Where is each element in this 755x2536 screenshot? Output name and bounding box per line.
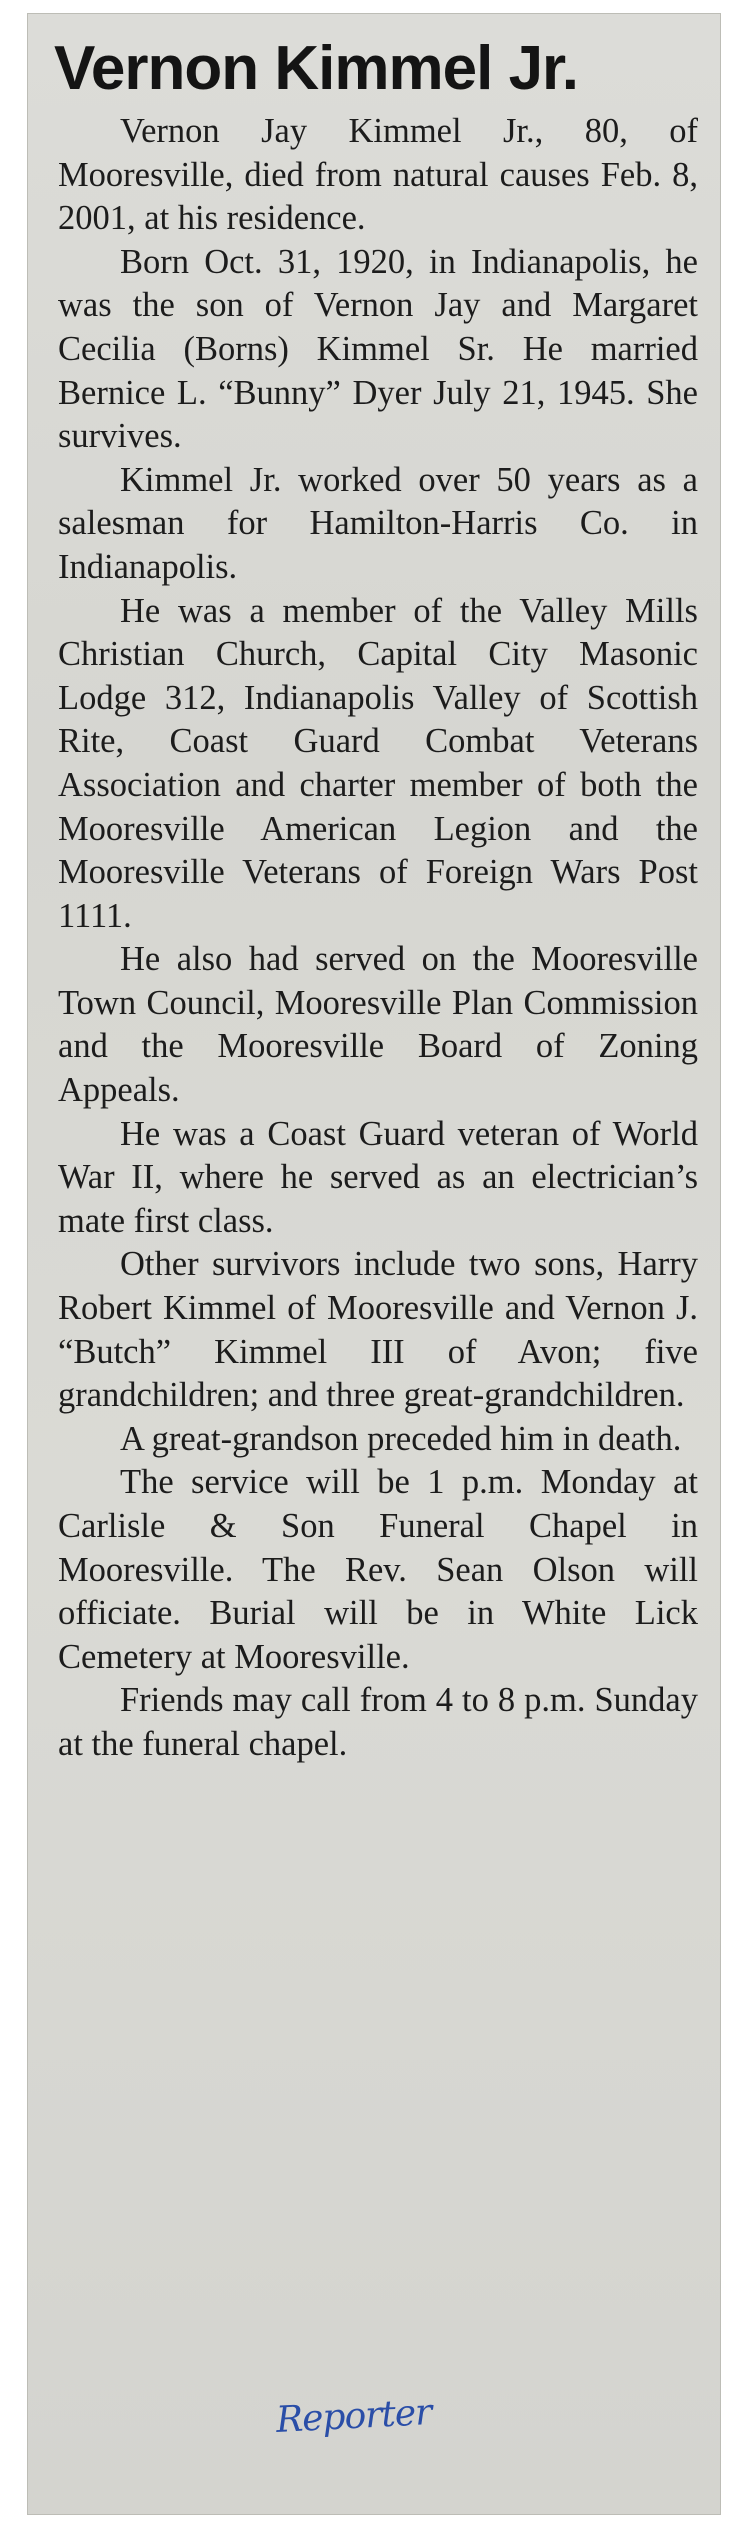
paragraph-service-details: The service will be 1 p.m. Monday at Carlisle & Son Funeral Chapel in Mooresville. The Rev. Sean Olson will officiate. Burial will be in White Lick Cemetery at Mooresville.: [58, 1463, 698, 1676]
paragraph-death-notice: Vernon Jay Kimmel Jr., 80, of Mooresville, died from natural causes Feb. 8, 2001, at his residence.: [58, 112, 698, 238]
obituary-body: [58, 110, 698, 1767]
paragraph-career: Kimmel Jr. worked over 50 years as a salesman for Hamilton-Harris Co. in Indianapolis.: [58, 460, 698, 586]
paragraph-survivors: Other survivors include two sons, Harry Robert Kimmel of Mooresville and Vernon J. “Butch” Kimmel III of Avon; five grandchildren; and three great-grandchildren.: [58, 1245, 698, 1415]
paragraph-visitation: Friends may call from 4 to 8 p.m. Sunday at the funeral chapel.: [58, 1681, 698, 1763]
paragraph-preceded-in-death: A great-grandson preceded him in death.: [120, 1419, 682, 1458]
newspaper-clipping: [28, 14, 720, 2514]
obituary-headline: Vernon Kimmel Jr.: [54, 34, 578, 103]
paragraph-military-service: He was a Coast Guard veteran of World War II, where he served as an electrician’s mate first class.: [58, 1114, 698, 1240]
paragraph-memberships: He was a member of the Valley Mills Christian Church, Capital City Masonic Lodge 312, Indianapolis Valley of Scottish Rite, Coast Guard Combat Veterans Association and charter member of both the Mooresville American Legion and the Mooresville Veterans of Foreign Wars Post 1111.: [58, 591, 698, 935]
handwritten-note: Reporter: [275, 2391, 433, 2442]
paragraph-birth-family: Born Oct. 31, 1920, in Indianapolis, he was the son of Vernon Jay and Margaret Cecilia (Borns) Kimmel Sr. He married Bernice L. “Bunny” Dyer July 21, 1945. She survives.: [58, 242, 698, 456]
paragraph-civic-service: He also had served on the Mooresville Town Council, Mooresville Plan Commission and the Mooresville Board of Zoning Appeals.: [58, 940, 698, 1110]
